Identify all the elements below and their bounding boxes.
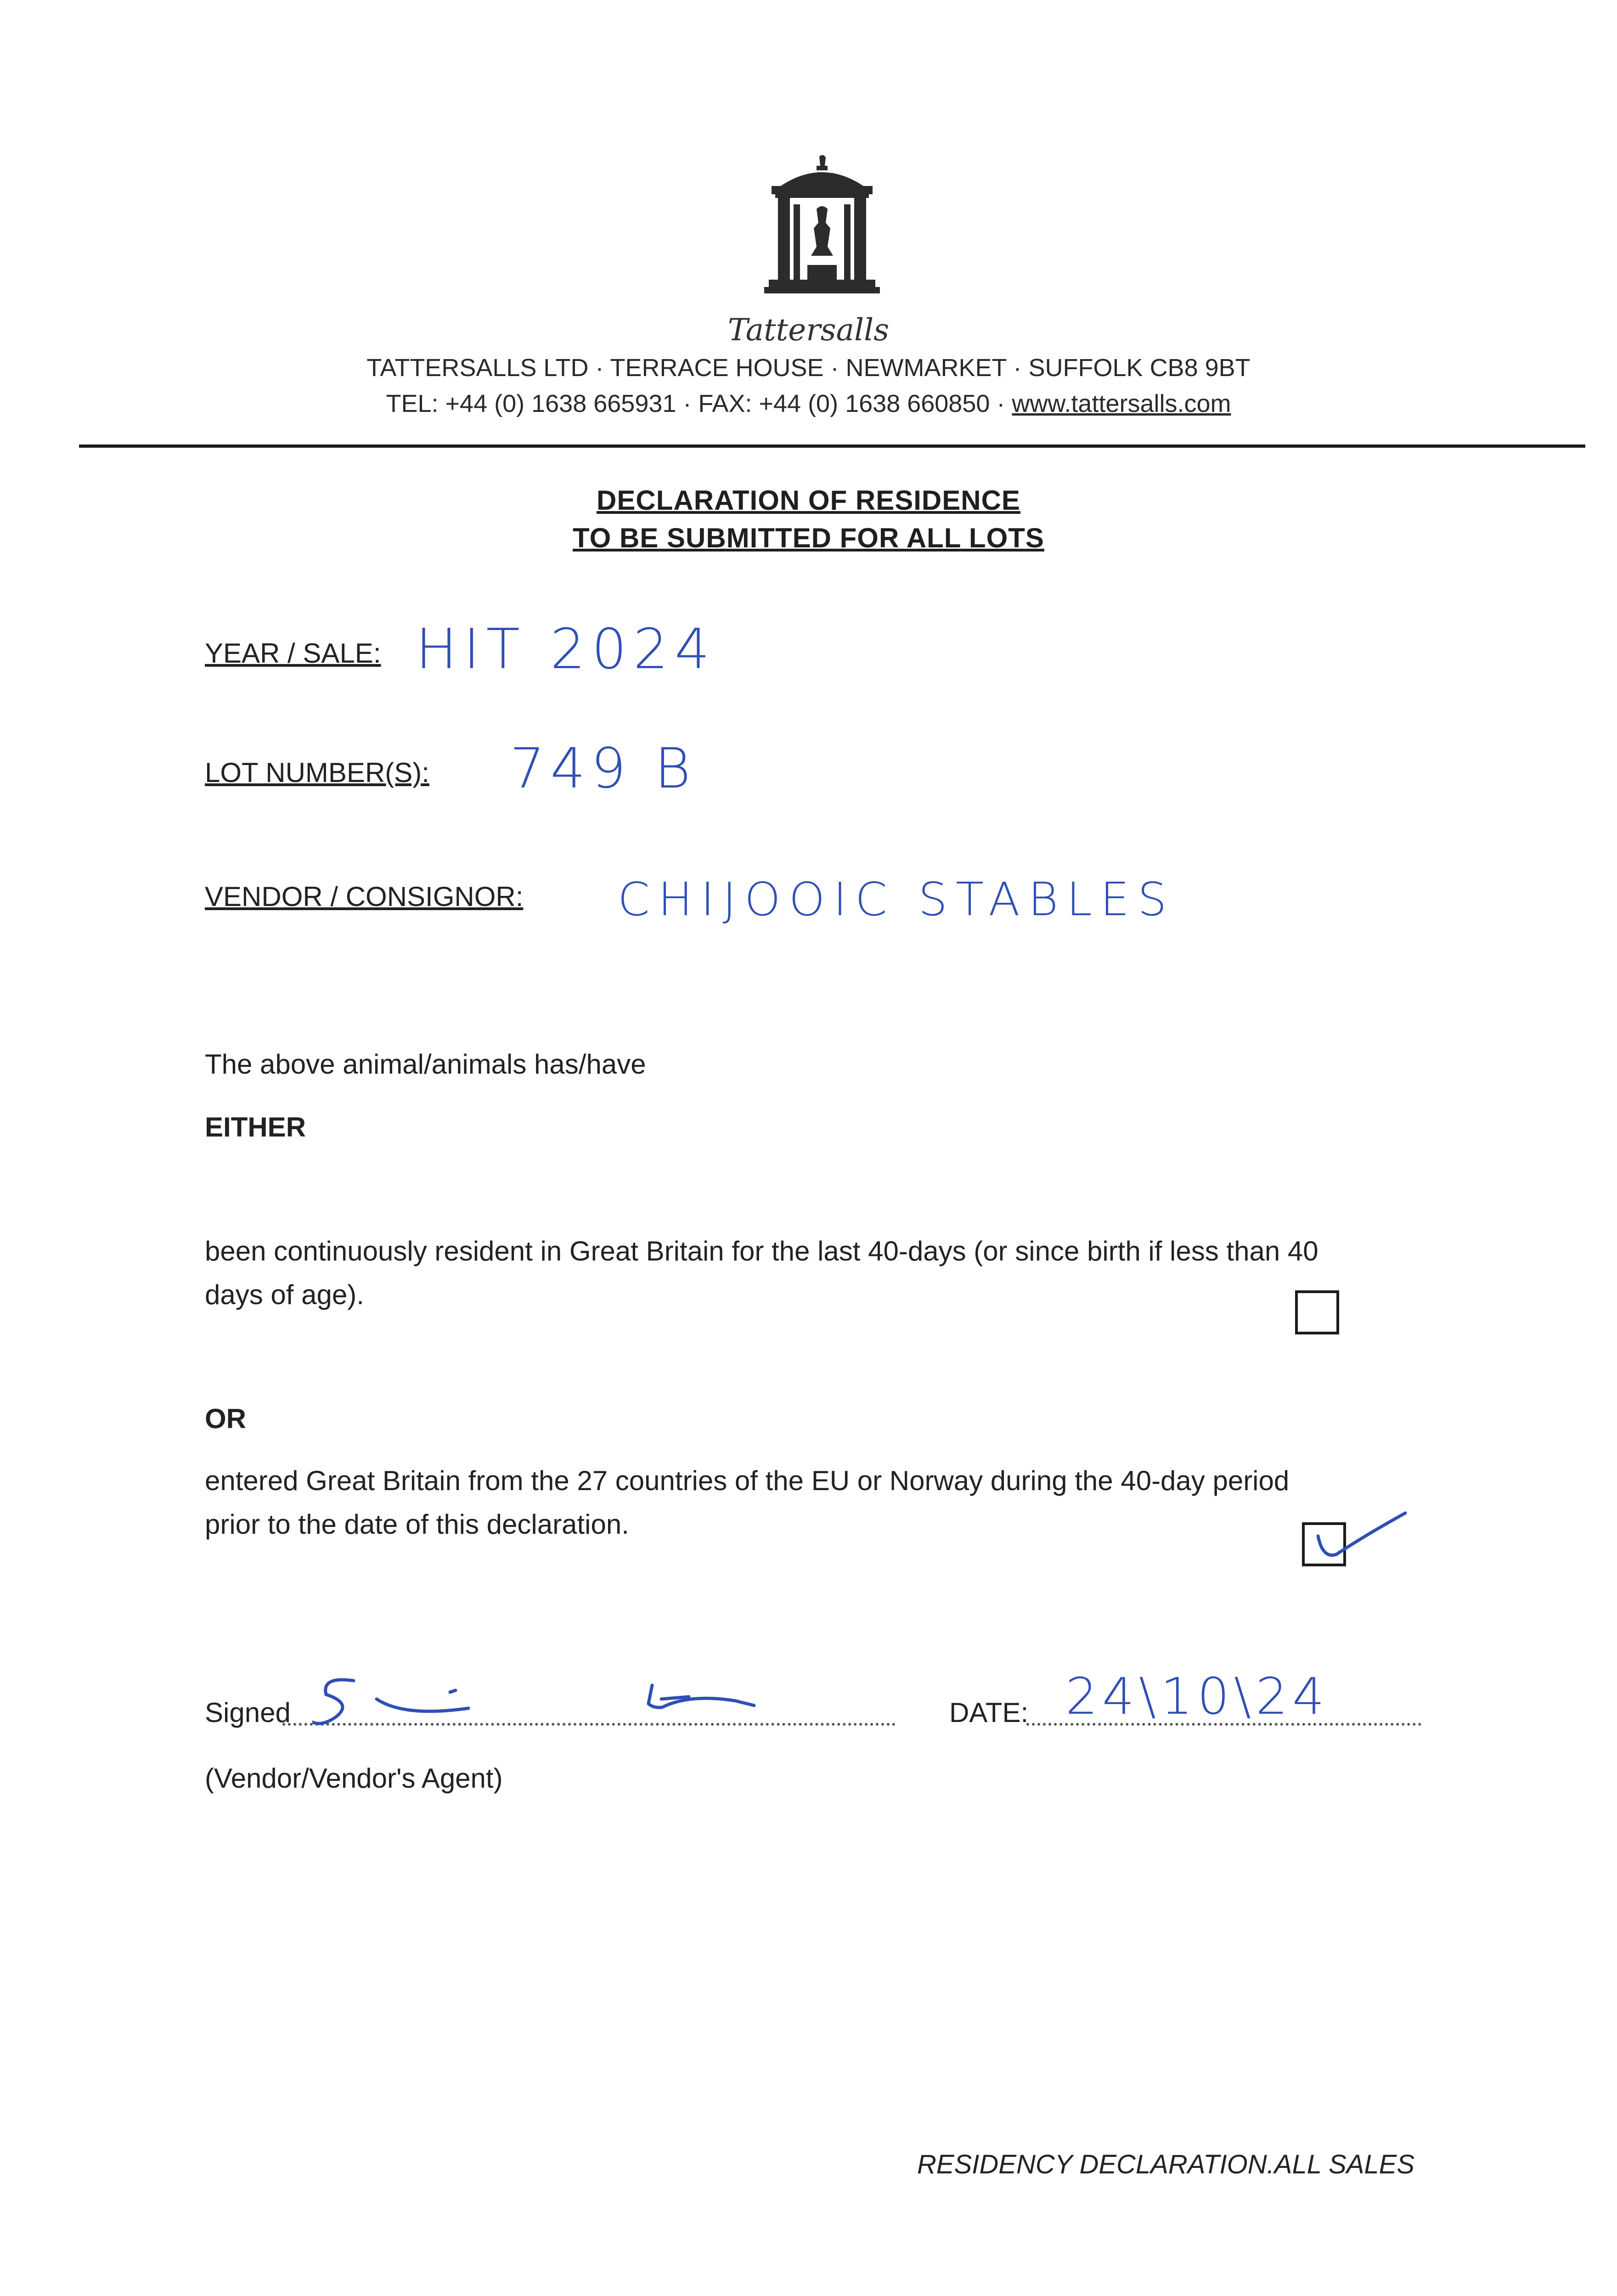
- signed-label: Signed: [205, 1697, 291, 1728]
- or-label: OR: [205, 1403, 246, 1434]
- company-address: TATTERSALLS LTD · TERRACE HOUSE · NEWMARKET · SUFFOLK CB8 9BT: [366, 354, 1251, 382]
- lot-number-value[interactable]: 749 B: [510, 737, 696, 801]
- option-1-text-line2: days of age).: [205, 1279, 364, 1310]
- vendor-label: VENDOR / CONSIGNOR:: [205, 881, 524, 912]
- option-2-text-line1: entered Great Britain from the 27 countries of the EU or Norway during the 40-day period: [205, 1465, 1290, 1496]
- contact-numbers: TEL: +44 (0) 1638 665931 · FAX: +44 (0) 1638 660850 ·: [386, 390, 1012, 417]
- date-value[interactable]: 24\10\24: [1065, 1667, 1330, 1726]
- company-contact: [0, 389, 1617, 418]
- form-title: DECLARATION OF RESIDENCE: [597, 485, 1020, 516]
- header-divider: [79, 445, 1585, 448]
- either-label: EITHER: [205, 1112, 306, 1142]
- lot-number-label: LOT NUMBER(S):: [205, 757, 429, 788]
- date-label: DATE:: [949, 1697, 1029, 1728]
- option-1-checkbox[interactable]: [1295, 1290, 1339, 1334]
- brand-name: Tattersalls: [727, 312, 890, 348]
- vendor-value[interactable]: CHIJOOIC STABLES: [618, 872, 1175, 926]
- signature-image: [312, 1667, 854, 1731]
- year-sale-label: YEAR / SALE:: [205, 638, 381, 669]
- year-sale-value[interactable]: HIT 2024: [416, 618, 716, 681]
- footer-text: RESIDENCY DECLARATION.ALL SALES: [917, 2150, 1415, 2179]
- option-1-text-line1: been continuously resident in Great Britain for the last 40-days (or since birth if less than 40: [205, 1236, 1318, 1266]
- option-2-text-line2: prior to the date of this declaration.: [205, 1509, 629, 1540]
- vendor-agent-label: (Vendor/Vendor's Agent): [205, 1763, 503, 1794]
- declaration-intro: The above animal/animals has/have: [205, 1049, 646, 1080]
- tattersalls-logo: [762, 154, 882, 310]
- website-link[interactable]: www.tattersalls.com: [1012, 390, 1231, 417]
- checkmark-icon: [1304, 1508, 1414, 1573]
- form-subtitle: TO BE SUBMITTED FOR ALL LOTS: [573, 523, 1044, 553]
